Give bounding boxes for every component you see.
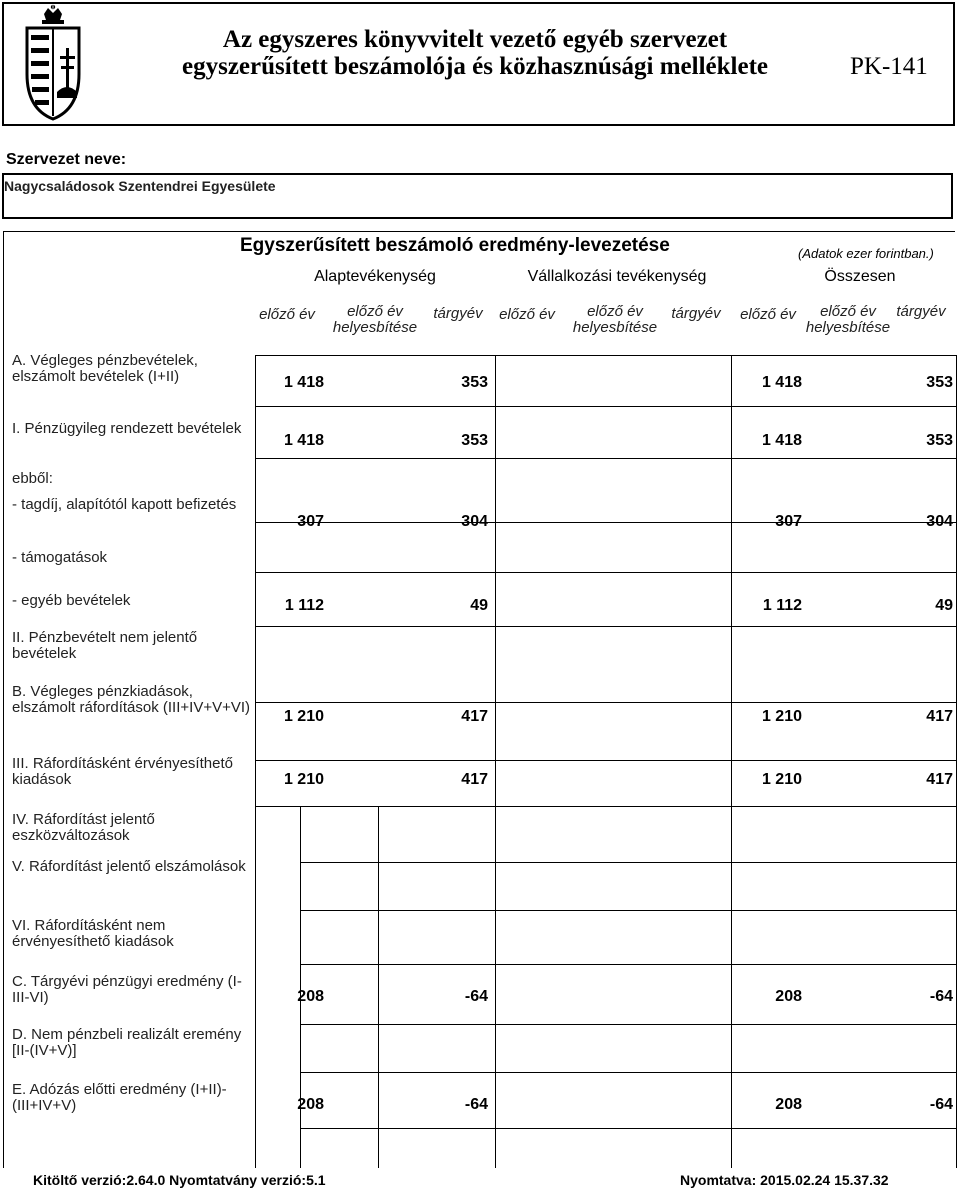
- table-title: Egyszerűsített beszámoló eredmény-levezetése: [240, 235, 670, 256]
- cell-a-base-curr: 353: [461, 374, 488, 391]
- cell-c-total-prev: 208: [775, 988, 802, 1005]
- cell-tagdij-base-prev: 307: [297, 513, 324, 530]
- subheader-prev-correction: előző év helyesbítése: [805, 303, 891, 336]
- subheader-current-year: tárgyév: [433, 305, 483, 322]
- group-header-vallalkozasi: Vállalkozási tevékenység: [527, 268, 707, 285]
- cell-i-total-curr: 353: [926, 432, 953, 449]
- cell-tagdij-base-curr: 304: [461, 513, 488, 530]
- cell-i-base-prev: 1 418: [283, 432, 324, 449]
- cell-egyeb-total-prev: 1 112: [762, 597, 802, 614]
- cell-tagdij-total-prev: 307: [775, 513, 802, 530]
- subheader-prev-year: előző év: [740, 306, 796, 323]
- row-label-e: E. Adózás előtti eredmény (I+II)-(III+IV+V): [12, 1081, 227, 1114]
- row-label-egyeb: - egyéb bevételek: [12, 592, 131, 609]
- document-title-line2: egyszerűsített beszámolója és közhasznúsági melléklete: [182, 53, 768, 80]
- cell-e-base-curr: -64: [464, 1096, 488, 1113]
- subheader-current-year: tárgyév: [671, 305, 721, 322]
- subheader-prev-year: előző év: [259, 306, 315, 323]
- organization-name: Nagycsaládosok Szentendrei Egyesülete: [4, 178, 276, 194]
- cell-c-base-curr: -64: [464, 988, 488, 1005]
- row-label-iii: III. Ráfordításként érvényesíthető kiadások: [12, 755, 233, 788]
- cell-e-total-curr: -64: [929, 1096, 953, 1113]
- cell-b-base-curr: 417: [461, 708, 488, 725]
- row-label-iv: IV. Ráfordítást jelentő eszközváltozások: [12, 811, 155, 844]
- cell-a-total-curr: 353: [926, 374, 953, 391]
- cell-e-base-prev: 208: [297, 1096, 324, 1113]
- cell-egyeb-base-prev: 1 112: [284, 597, 324, 614]
- organization-label: Szervezet neve:: [6, 151, 127, 168]
- units-note: (Adatok ezer forintban.): [798, 246, 934, 261]
- cell-b-total-curr: 417: [926, 708, 953, 725]
- row-label-tamogatasok: - támogatások: [12, 549, 108, 566]
- subheader-prev-year: előző év: [499, 306, 555, 323]
- subheader-prev-correction: előző év helyesbítése: [572, 303, 658, 336]
- cell-iii-base-curr: 417: [461, 771, 488, 788]
- cell-c-total-curr: -64: [929, 988, 953, 1005]
- cell-a-base-prev: 1 418: [283, 374, 324, 391]
- cell-c-base-prev: 208: [297, 988, 324, 1005]
- cell-iii-total-curr: 417: [926, 771, 953, 788]
- footer-printed: Nyomtatva: 2015.02.24 15.37.32: [680, 1172, 889, 1188]
- group-header-alaptevekenyseg: Alaptevékenység: [314, 268, 436, 285]
- cell-a-total-prev: 1 418: [761, 374, 802, 391]
- subheader-prev-correction: előző év helyesbítése: [332, 303, 418, 336]
- cell-b-base-prev: 1 210: [283, 708, 324, 725]
- cell-tagdij-total-curr: 304: [926, 513, 953, 530]
- row-label-tagdij: - tagdíj, alapítótól kapott befizetés: [12, 496, 237, 513]
- coat-of-arms-icon: [22, 4, 84, 122]
- cell-i-base-curr: 353: [461, 432, 488, 449]
- cell-iii-total-prev: 1 210: [761, 771, 802, 788]
- cell-iii-base-prev: 1 210: [283, 771, 324, 788]
- document-title-line1: Az egyszeres könyvvitelt vezető egyéb szervezet: [222, 26, 728, 53]
- cell-i-total-prev: 1 418: [761, 432, 802, 449]
- row-label-i: I. Pénzügyileg rendezett bevételek: [12, 420, 242, 437]
- subheader-current-year: tárgyév: [896, 303, 946, 320]
- cell-egyeb-base-curr: 49: [470, 597, 488, 614]
- group-header-osszesen: Összesen: [824, 268, 896, 285]
- row-label-d: D. Nem pénzbeli realizált eremény [II-(IV+V)]: [12, 1026, 242, 1059]
- row-label-vi: VI. Ráfordításként nem érvényesíthető kiadások: [12, 917, 174, 950]
- row-label-ebbol: ebből:: [12, 470, 53, 487]
- form-code: PK-141: [850, 53, 928, 80]
- row-label-v: V. Ráfordítást jelentő elszámolások: [12, 858, 246, 875]
- cell-e-total-prev: 208: [775, 1096, 802, 1113]
- row-label-a: A. Végleges pénzbevételek, elszámolt bevételek (I+II): [12, 352, 198, 385]
- row-label-c: C. Tárgyévi pénzügyi eredmény (I-III-VI): [12, 973, 242, 1006]
- footer-version: Kitöltő verzió:2.64.0 Nyomtatvány verzió:5.1: [33, 1172, 326, 1188]
- row-label-b: B. Végleges pénzkiadások, elszámolt ráfordítások (III+IV+V+VI): [12, 683, 251, 716]
- cell-egyeb-total-curr: 49: [935, 597, 953, 614]
- cell-b-total-prev: 1 210: [761, 708, 802, 725]
- row-label-ii: II. Pénzbevételt nem jelentő bevételek: [12, 629, 198, 662]
